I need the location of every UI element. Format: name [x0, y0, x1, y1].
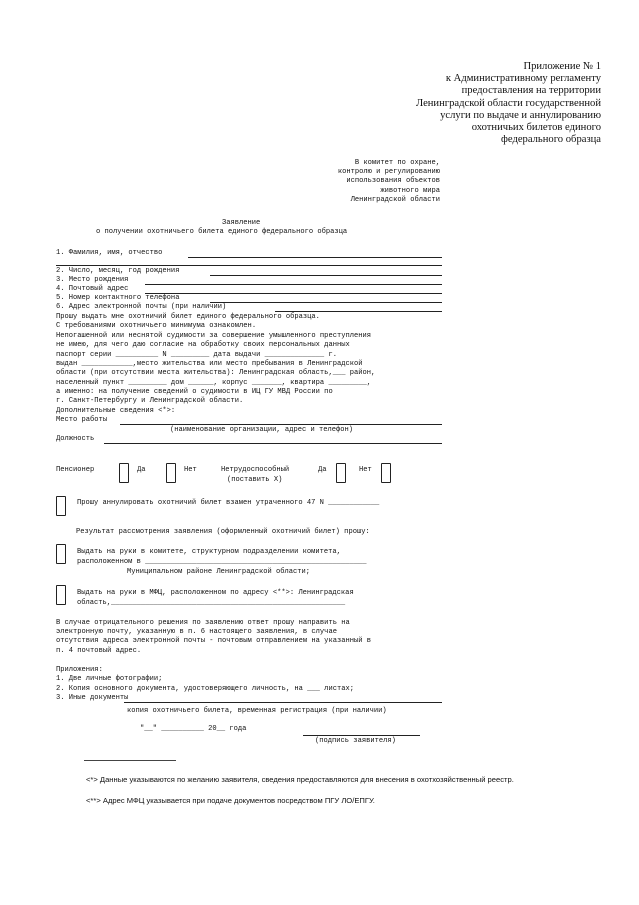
pensioner-yes-checkbox[interactable] — [119, 463, 129, 483]
field-email-label: 6. Адрес электронной почты (при наличии) — [56, 303, 227, 311]
workplace-line[interactable] — [120, 424, 442, 425]
passport-text: паспорт серии __________ N _________ дата выдачи ______________ г. — [56, 351, 337, 359]
request-text: Прошу выдать мне охотничий билет единого федерального образца. — [56, 313, 320, 321]
addressee-line: Ленинградской области — [350, 195, 440, 204]
option-mfc-line1: Выдать на руки в МФЦ, расположенном по адресу <**>: Ленинградская — [77, 589, 354, 597]
workplace-hint: (наименование организации, адрес и телефон) — [170, 426, 354, 434]
field-postal-address-line[interactable] — [145, 293, 442, 294]
signature-hint: (подпись заявителя) — [315, 737, 396, 745]
disabled-no-label: Нет — [359, 466, 372, 474]
region-text: области (при отсутствии места жительства): Ленинградская область,___ район, — [56, 369, 376, 377]
field-phone-label: 5. Номер контактного телефона — [56, 294, 180, 302]
additional-info-label: Дополнительные сведения <*>: — [56, 407, 176, 415]
negative-text-1: В случае отрицательного решения по заявлению ответ прошу направить на — [56, 619, 350, 627]
disabled-yes-checkbox[interactable] — [336, 463, 346, 483]
signature-date: "__" __________ 20__ года — [140, 725, 247, 733]
disabled-no-checkbox[interactable] — [381, 463, 391, 483]
conviction-text-1: Непогашенной или неснятой судимости за совершение умышленного преступления — [56, 332, 372, 340]
position-line[interactable] — [104, 443, 442, 444]
field-birthplace-label: 3. Место рождения — [56, 276, 129, 284]
field-birthdate-line[interactable] — [210, 275, 442, 276]
appendix-line: предоставления на территории — [461, 85, 601, 97]
conviction-text-2: не имею, для чего даю согласие на обработку своих персональных данных — [56, 341, 350, 349]
position-label: Должность — [56, 435, 95, 443]
addressee-line: животного мира — [380, 186, 440, 195]
footnote-1: <*> Данные указываются по желанию заявителя, сведения предоставляются для внесения в охотхозяйственный реестр. — [86, 775, 514, 784]
annul-checkbox[interactable] — [56, 496, 66, 516]
option-committee-checkbox[interactable] — [56, 544, 66, 564]
addressee-block — [300, 159, 440, 205]
option-committee-line2: расположенном в ____________________________________________________ — [77, 558, 367, 566]
document-subtitle: о получении охотничьего билета единого федерального образца — [96, 228, 348, 236]
appendix-line: федерального образца — [501, 134, 601, 146]
attachment-other-line[interactable] — [124, 702, 442, 703]
acquainted-text: С требованиями охотничьего минимума ознакомлен. — [56, 322, 257, 330]
disabled-label: Нетрудоспособный — [221, 466, 290, 474]
attachment-item-3-hint: копия охотничьего билета, временная регистрация (при наличии) — [127, 707, 387, 715]
purpose-text-1: а именно: на получение сведений о судимости в ИЦ ГУ МВД России по — [56, 388, 333, 396]
field-birthdate-label: 2. Число, месяц, год рождения — [56, 267, 180, 275]
footnote-2: <**> Адрес МФЦ указывается при подаче документов посредством ПГУ ЛО/ЕПГУ. — [86, 796, 375, 805]
footnote-divider — [84, 760, 176, 761]
negative-text-4: п. 4 почтовый адрес. — [56, 647, 142, 655]
field-full-name-line[interactable] — [188, 257, 442, 258]
field-email-line[interactable] — [275, 311, 442, 312]
negative-text-2: электронную почту, указанную в п. 6 настоящего заявления, в случае — [56, 628, 337, 636]
appendix-header — [416, 61, 601, 146]
pensioner-yes-label: Да — [137, 466, 146, 474]
field-full-name-label: 1. Фамилия, имя, отчество — [56, 249, 163, 257]
attachment-item-2: 2. Копия основного документа, удостоверяющего личность, на ___ листах; — [56, 685, 354, 693]
document-title: Заявление — [222, 219, 261, 227]
field-postal-address-label: 4. Почтовый адрес — [56, 285, 129, 293]
disabled-yes-label: Да — [318, 466, 327, 474]
option-committee-line1: Выдать на руки в комитете, структурном подразделении комитета, — [77, 548, 341, 556]
option-committee-line3: Муниципальном районе Ленинградской области; — [127, 568, 311, 576]
pensioner-no-checkbox[interactable] — [166, 463, 176, 483]
addressee-line: использования объектов — [346, 177, 440, 186]
negative-text-3: отсутствия адреса электронной почты - почтовым отправлением на указанный в — [56, 637, 372, 645]
option-mfc-checkbox[interactable] — [56, 585, 66, 605]
appendix-line: Ленинградской области государственной — [415, 97, 601, 109]
field-full-name-line-2[interactable] — [56, 265, 442, 266]
result-label: Результат рассмотрения заявления (оформленный охотничий билет) прошу: — [76, 528, 370, 536]
addressee-line: В комитет по охране, — [354, 159, 440, 167]
pensioner-no-label: Нет — [184, 466, 197, 474]
annul-text: Прошу аннулировать охотничий билет взамен утраченного 47 N ____________ — [77, 499, 380, 507]
workplace-label: Место работы — [56, 416, 108, 424]
pensioner-label: Пенсионер — [56, 466, 95, 474]
status-hint: (поставить Х) — [227, 476, 283, 484]
field-birthplace-line[interactable] — [145, 284, 442, 285]
attachments-heading: Приложения: — [56, 666, 103, 674]
issued-text: выдан ____________,место жительства или место пребывания в Ленинградской — [56, 360, 363, 368]
appendix-line: услуги по выдаче и аннулированию — [440, 109, 601, 121]
appendix-line: Приложение № 1 — [523, 61, 601, 72]
appendix-line: охотничьих билетов единого — [471, 122, 601, 134]
field-phone-line[interactable] — [210, 302, 442, 303]
attachment-item-1: 1. Две личные фотографии; — [56, 675, 163, 683]
addressee-line: контролю и регулированию — [337, 168, 440, 177]
attachment-item-3: 3. Иные документы — [56, 694, 129, 702]
option-mfc-line2: область,_______________________________________________________ — [77, 599, 346, 607]
signature-line[interactable] — [303, 735, 420, 736]
settlement-text: населенный пункт _________ дом ______, корпус _______, квартира _________, — [56, 379, 372, 387]
purpose-text-2: г. Санкт-Петербургу и Ленинградской области. — [56, 397, 244, 405]
appendix-line: к Административному регламенту — [445, 73, 601, 85]
